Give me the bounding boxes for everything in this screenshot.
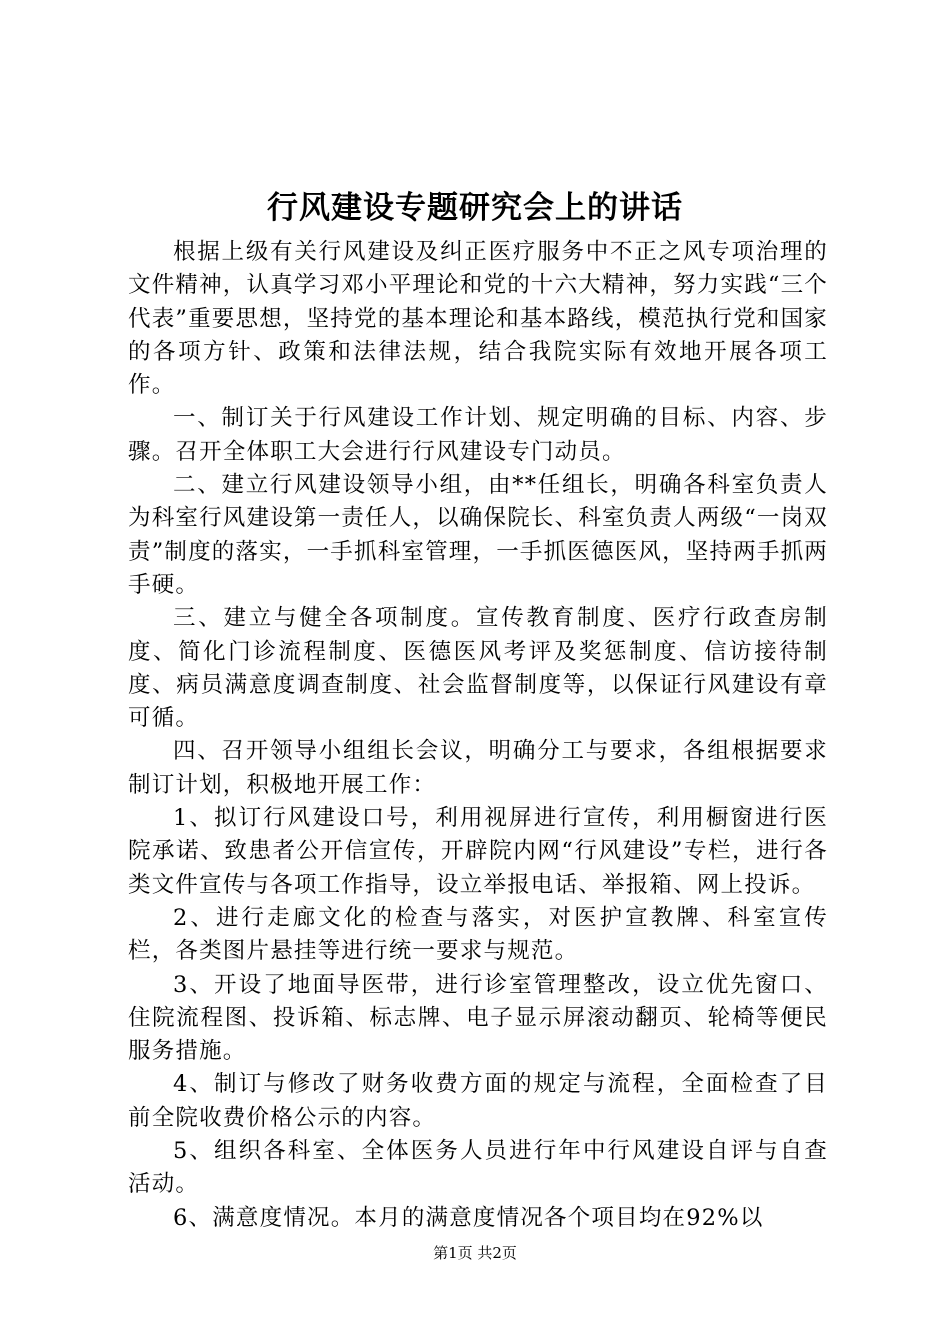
paragraph-item-5: 5、组织各科室、全体医务人员进行年中行风建设自评与自查活动。 — [128, 1138, 828, 1198]
paragraph-item-3: 3、开设了地面导医带，进行诊室管理整改，设立优先窗口、住院流程图、投诉箱、标志牌、电子显示屏滚动翻页、轮椅等便民服务措施。 — [128, 971, 828, 1065]
paragraph-section-1: 一、制订关于行风建设工作计划、规定明确的目标、内容、步骤。召开全体职工大会进行行风建设专门动员。 — [128, 405, 828, 465]
paragraph-item-1: 1、拟订行风建设口号，利用视屏进行宣传，利用橱窗进行医院承诺、致患者公开信宣传，开辟院内网“行风建设”专栏，进行各类文件宣传与各项工作指导，设立举报电话、举报箱、网上投诉。 — [128, 805, 828, 898]
paragraph-section-4: 四、召开领导小组组长会议，明确分工与要求，各组根据要求制订计划，积极地开展工作： — [128, 738, 828, 798]
document-title: 行风建设专题研究会上的讲话 — [267, 190, 683, 226]
paragraph-item-6: 6、满意度情况。本月的满意度情况各个项目均在92%以 — [173, 1204, 764, 1231]
paragraph-item-4: 4、制订与修改了财务收费方面的规定与流程，全面检查了目前全院收费价格公示的内容。 — [128, 1071, 828, 1131]
page-number-footer: 第1页 共2页 — [433, 1244, 517, 1262]
paragraph-section-3: 三、建立与健全各项制度。宣传教育制度、医疗行政查房制度、简化门诊流程制度、医德医风考评及奖惩制度、信访接待制度、病员满意度调查制度、社会监督制度等，以保证行风建设有章可循。 — [128, 605, 828, 732]
document-body — [128, 236, 828, 1235]
paragraph-intro: 根据上级有关行风建设及纠正医疗服务中不正之风专项治理的文件精神，认真学习邓小平理论和党的十六大精神，努力实践“三个代表”重要思想，坚持党的基本理论和基本路线，模范执行党和国家的各项方针、政策和法律法规，结合我院实际有效地开展各项工作。 — [128, 239, 829, 399]
paragraph-item-2: 2、进行走廊文化的检查与落实，对医护宣教牌、科室宣传栏，各类图片悬挂等进行统一要求与规范。 — [128, 904, 828, 965]
paragraph-section-2: 二、建立行风建设领导小组，由**任组长，明确各科室负责人为科室行风建设第一责任人，以确保院长、科室负责人两级“一岗双责”制度的落实，一手抓科室管理，一手抓医德医风，坚持两手抓两手硬。 — [128, 472, 829, 598]
